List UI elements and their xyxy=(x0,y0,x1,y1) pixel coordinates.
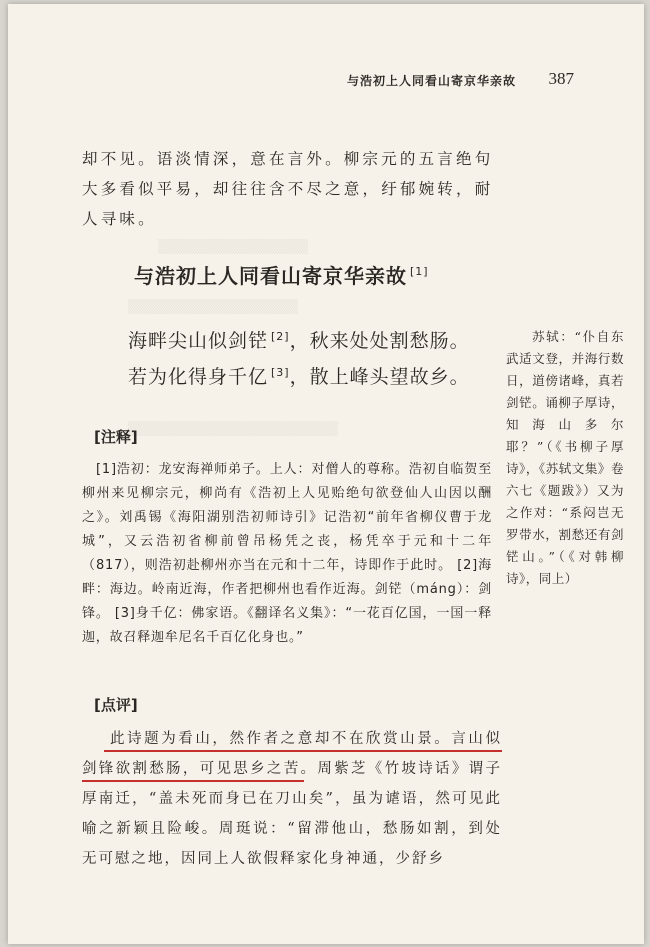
notes-text: [1]浩初：龙安海禅师弟子。上人：对僧人的尊称。浩初自临贺至柳州来见柳宗元，柳尚有《浩初上人见贻绝句欲登仙人山因以酬之》。刘禹锡《海阳湖别浩初师诗引》记浩初“前年省柳仪曹于龙城”，又云浩初省柳前曾吊杨凭之丧，杨凭卒于元和十二年（817），则浩初赴柳州亦当在元和十二年，诗即作于此时。 [2]海畔：海边。岭南近海，作者把柳州也看作近海。剑铓（máng）：剑锋。 [3]身千亿：佛家语。《翻译名义集》：“一花百亿国，一国一释迦，故召释迦牟尼名千百亿化身也。” xyxy=(82,462,492,645)
book-page xyxy=(8,4,644,944)
intro-text: 却不见。语淡情深，意在言外。柳宗元的五言绝句大多看似平易，却往往含不尽之意，纡郁婉转，耐人寻味。 xyxy=(82,150,494,228)
comment-section xyxy=(82,724,502,874)
poem-line-2-part-b: ，散上峰头望故乡。 xyxy=(289,366,470,388)
red-underline-1 xyxy=(104,750,502,752)
poem-title-text: 与浩初上人同看山寄京华亲故 xyxy=(134,264,407,288)
page-number: 387 xyxy=(548,69,574,88)
poem-line-1-footnote-marker: [2] xyxy=(271,329,290,343)
poem-line-2 xyxy=(128,362,470,389)
running-title: 与浩初上人同看山寄京华亲故 xyxy=(346,74,516,88)
sidebar-text: 苏轼：“仆自东武适文登，并海行数日，道傍诸峰，真若剑铓。诵柳子厚诗，知海山多尔耶？”（《书柳子厚诗》，《苏轼文集》卷六七《题跋》）又为之作对：“系闷岂无罗带水，割愁还有剑铓山。”（《对韩柳诗》，同上） xyxy=(506,329,624,586)
comment-text: 此诗题为看山，然作者之意却不在欣赏山景。言山似剑锋欲割愁肠，可见思乡之苦。周紫芝《竹坡诗话》谓子厚南迁，“盖未死而身已在刀山矣”，虽为谑语，然可见此喻之新颖且险峻。周珽说：“留滞他山，愁肠如割，到处无可慰之地，因同上人欲假释家化身神通，少舒乡 xyxy=(82,731,502,867)
notes-section xyxy=(82,458,492,650)
bleed-through-decoration: ▒▒▒▒▒▒▒▒▒▒▒▒▒▒▒ xyxy=(158,240,308,255)
comment-heading: [点评] xyxy=(94,696,138,714)
poem-line-2-footnote-marker: [3] xyxy=(271,365,290,379)
notes-heading: [注释] xyxy=(94,428,138,446)
bleed-through-decoration: ▒▒▒▒▒▒▒▒▒▒▒▒▒▒▒▒▒ xyxy=(128,300,298,315)
running-head xyxy=(8,70,644,92)
red-underline-2 xyxy=(82,780,304,782)
poem-line-1 xyxy=(128,326,470,353)
poem-line-2-part-a: 若为化得身千亿 xyxy=(128,366,269,388)
poem-title-footnote-marker: [1] xyxy=(410,265,429,279)
intro-paragraph xyxy=(82,144,502,234)
poem-line-1-part-b: ，秋来处处割愁肠。 xyxy=(289,330,470,352)
bleed-through-decoration: ▒▒▒▒▒▒▒▒▒▒▒▒▒▒▒▒▒▒▒▒▒ xyxy=(128,422,338,437)
poem-line-1-part-a: 海畔尖山似剑铓 xyxy=(128,330,269,352)
sidebar-note xyxy=(506,326,624,590)
poem-title xyxy=(134,260,429,289)
